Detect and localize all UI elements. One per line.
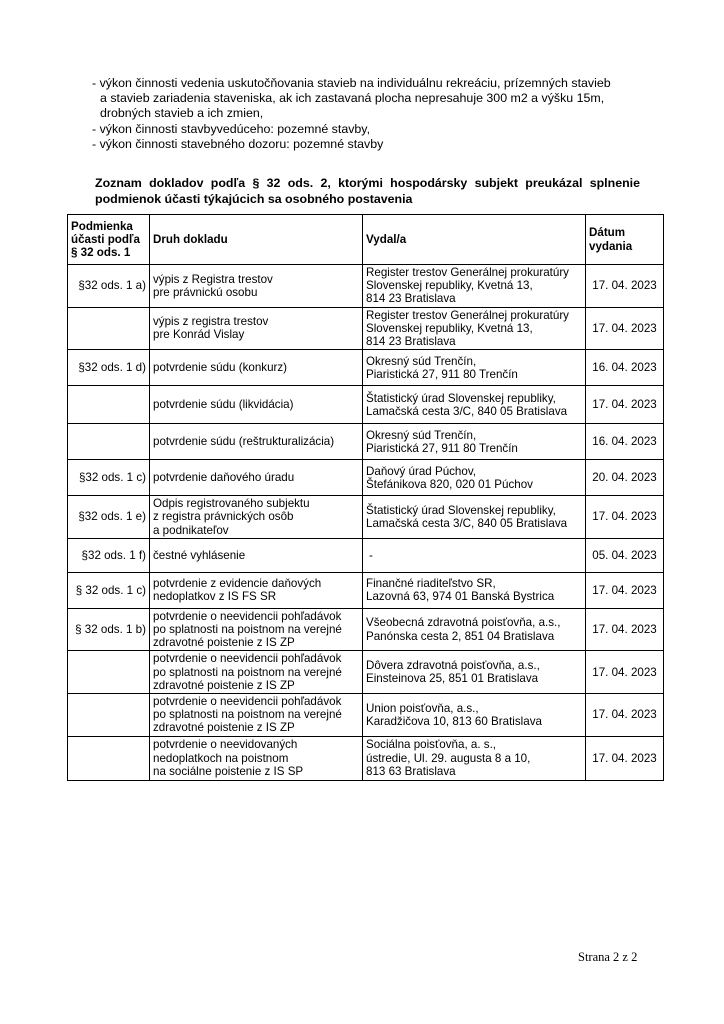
- cell-issuer-line: Piaristická 27, 911 80 Trenčín: [366, 441, 518, 455]
- cell-date: 17. 04. 2023: [586, 736, 664, 780]
- cell-condition: § 32 ods. 1 c): [68, 572, 150, 608]
- cell-issuer: [363, 694, 586, 737]
- cell-date: 17. 04. 2023: [586, 386, 664, 424]
- table-row: [68, 496, 664, 539]
- cell-issuer-line: Finančné riaditeľstvo SR,: [366, 577, 496, 591]
- cell-condition: §32 ods. 1 f): [68, 538, 150, 572]
- cell-document-line: po splatnosti na poistnom na verejné: [153, 623, 342, 637]
- table-row: [68, 350, 664, 386]
- cell-issuer: [363, 265, 586, 308]
- cell-document-line: na sociálne poistenie z IS SP: [153, 764, 304, 778]
- cell-issuer-line: 814 23 Bratislava: [366, 335, 456, 349]
- cell-issuer-line: Slovenskej republiky, Kvetná 13,: [366, 279, 533, 293]
- intro-line: - výkon činnosti vedenia uskutočňovania stavieb na individuálnu rekreáciu, prízemných stavieb: [92, 76, 611, 90]
- cell-issuer: [363, 307, 586, 350]
- documents-table: [67, 214, 664, 781]
- cell-document-line: pre právnickú osobu: [153, 285, 258, 299]
- table-row: [68, 386, 664, 424]
- cell-document-line: po splatnosti na poistnom na verejné: [153, 665, 342, 679]
- cell-issuer: [363, 736, 586, 780]
- table-row: [68, 307, 664, 350]
- cell-document-line: potvrdenie z evidencie daňových: [153, 577, 322, 591]
- header-issuer: Vydal/a: [363, 215, 586, 265]
- cell-issuer-line: Daňový úrad Púchov,: [366, 464, 476, 478]
- cell-issuer-line: -: [369, 548, 373, 562]
- cell-document-line: zdravotné poistenie z IS ZP: [153, 636, 295, 650]
- cell-document-line: potvrdenie súdu (reštrukturalizácia): [153, 435, 335, 449]
- cell-condition: §32 ods. 1 a): [68, 265, 150, 308]
- cell-date: 05. 04. 2023: [586, 538, 664, 572]
- cell-issuer: [363, 608, 586, 651]
- header-condition: Podmienka účasti podľa § 32 ods. 1: [68, 215, 150, 265]
- cell-document: [150, 694, 363, 737]
- cell-date: 16. 04. 2023: [586, 350, 664, 386]
- table-row: [68, 736, 664, 780]
- cell-condition: [68, 694, 150, 737]
- cell-issuer: [363, 460, 586, 496]
- cell-issuer-line: Panónska cesta 2, 851 04 Bratislava: [366, 629, 555, 643]
- cell-issuer-line: Okresný súd Trenčín,: [366, 428, 477, 442]
- table-body: [68, 265, 664, 781]
- cell-issuer: [363, 386, 586, 424]
- cell-date: 17. 04. 2023: [586, 694, 664, 737]
- cell-condition: [68, 386, 150, 424]
- cell-document-line: z registra právnických osôb: [153, 510, 294, 524]
- cell-issuer-line: Sociálna poisťovňa, a. s.,: [366, 738, 497, 752]
- cell-date: 17. 04. 2023: [586, 307, 664, 350]
- cell-document-line: potvrdenie súdu (konkurz): [153, 361, 288, 375]
- intro-line: a stavieb zariadenia staveniska, ak ich zastavaná plocha nepresahuje 300 m2 a výšku 15m,: [100, 91, 605, 106]
- cell-issuer-line: Štefánikova 820, 020 01 Púchov: [366, 477, 533, 491]
- cell-document: [150, 424, 363, 460]
- intro-line: - výkon činnosti stavebného dozoru: pozemné stavby: [92, 136, 384, 151]
- cell-issuer: [363, 350, 586, 386]
- cell-issuer-line: Karadžičova 10, 813 60 Bratislava: [366, 714, 542, 728]
- cell-date: 17. 04. 2023: [586, 608, 664, 651]
- cell-document: [150, 608, 363, 651]
- cell-document: [150, 265, 363, 308]
- intro-line: drobných stavieb a ich zmien,: [100, 106, 264, 121]
- cell-condition: [68, 736, 150, 780]
- cell-date: 20. 04. 2023: [586, 460, 664, 496]
- cell-document-line: pre Konrád Vislay: [153, 328, 245, 342]
- cell-document-line: Odpis registrovaného subjektu: [153, 497, 310, 511]
- header-date: Dátum vydania: [586, 215, 664, 265]
- cell-document-line: nedoplatkoch na poistnom: [153, 751, 289, 765]
- cell-issuer-line: Lazovná 63, 974 01 Banská Bystrica: [366, 590, 555, 604]
- cell-issuer: [363, 424, 586, 460]
- cell-issuer-line: Slovenskej republiky, Kvetná 13,: [366, 321, 533, 335]
- cell-date: 17. 04. 2023: [586, 651, 664, 694]
- heading-line: podmienok účasti týkajúcich sa osobného postavenia: [95, 191, 413, 206]
- cell-issuer-line: Štatistický úrad Slovenskej republiky,: [366, 391, 556, 405]
- cell-date: 17. 04. 2023: [586, 265, 664, 308]
- cell-document-line: zdravotné poistenie z IS ZP: [153, 678, 295, 692]
- cell-issuer-line: Okresný súd Trenčín,: [366, 354, 477, 368]
- cell-condition: [68, 651, 150, 694]
- cell-issuer: [363, 572, 586, 608]
- cell-document-line: zdravotné poistenie z IS ZP: [153, 721, 295, 735]
- cell-issuer: [363, 538, 586, 572]
- cell-document: [150, 307, 363, 350]
- cell-issuer-line: Lamačská cesta 3/C, 840 05 Bratislava: [366, 404, 568, 418]
- cell-document: [150, 538, 363, 572]
- cell-document-line: a podnikateľov: [153, 523, 229, 537]
- cell-issuer-line: Piaristická 27, 911 80 Trenčín: [366, 367, 518, 381]
- cell-issuer-line: ústredie, Ul. 29. augusta 8 a 10,: [366, 751, 531, 765]
- cell-issuer-line: Register trestov Generálnej prokuratúry: [366, 266, 569, 279]
- cell-document-line: výpis z registra trestov: [153, 315, 269, 329]
- cell-condition: §32 ods. 1 e): [68, 496, 150, 539]
- page-number: Strana 2 z 2: [578, 950, 638, 964]
- cell-issuer-line: Register trestov Generálnej prokuratúry: [366, 308, 569, 322]
- table-row: [68, 538, 664, 572]
- cell-condition: §32 ods. 1 d): [68, 350, 150, 386]
- cell-issuer: [363, 496, 586, 539]
- cell-issuer-line: Štatistický úrad Slovenskej republiky,: [366, 503, 556, 517]
- cell-document-line: nedoplatkov z IS FS SR: [153, 590, 277, 604]
- cell-document-line: po splatnosti na poistnom na verejné: [153, 708, 342, 722]
- table-row: [68, 694, 664, 737]
- section-heading: [95, 176, 640, 207]
- intro-list: [92, 76, 652, 152]
- cell-issuer: [363, 651, 586, 694]
- cell-issuer-line: Dôvera zdravotná poisťovňa, a.s.,: [366, 659, 540, 673]
- cell-issuer-line: Všeobecná zdravotná poisťovňa, a.s.,: [366, 616, 561, 630]
- cell-condition: §32 ods. 1 c): [68, 460, 150, 496]
- cell-document: [150, 350, 363, 386]
- table-row: [68, 460, 664, 496]
- cell-document: [150, 386, 363, 424]
- cell-document-line: potvrdenie daňového úradu: [153, 471, 295, 485]
- table-row: [68, 608, 664, 651]
- cell-condition: § 32 ods. 1 b): [68, 608, 150, 651]
- cell-document: [150, 572, 363, 608]
- header-document: Druh dokladu: [150, 215, 363, 265]
- cell-document: [150, 736, 363, 780]
- cell-document-line: potvrdenie o neevidovaných: [153, 738, 298, 752]
- table-row: [68, 572, 664, 608]
- cell-document-line: potvrdenie o neevidencii pohľadávok: [153, 609, 342, 623]
- cell-issuer-line: Einsteinova 25, 851 01 Bratislava: [366, 672, 539, 686]
- table-row: [68, 651, 664, 694]
- cell-issuer-line: Lamačská cesta 3/C, 840 05 Bratislava: [366, 517, 568, 531]
- cell-document: [150, 651, 363, 694]
- cell-issuer-line: Union poisťovňa, a.s.,: [366, 701, 479, 715]
- cell-date: 16. 04. 2023: [586, 424, 664, 460]
- intro-line: - výkon činnosti stavbyvedúceho: pozemné stavby,: [92, 121, 371, 136]
- cell-document: [150, 460, 363, 496]
- cell-document-line: potvrdenie o neevidencii pohľadávok: [153, 652, 342, 666]
- cell-date: 17. 04. 2023: [586, 496, 664, 539]
- table-header-row: [68, 215, 664, 265]
- cell-document: [150, 496, 363, 539]
- cell-document-line: výpis z Registra trestov: [153, 272, 273, 286]
- cell-date: 17. 04. 2023: [586, 572, 664, 608]
- cell-document-line: potvrdenie o neevidencii pohľadávok: [153, 695, 342, 709]
- table-row: [68, 424, 664, 460]
- cell-issuer-line: 813 63 Bratislava: [366, 764, 456, 778]
- heading-line: Zoznam dokladov podľa § 32 ods. 2, ktorými hospodársky subjekt preukázal splnenie: [95, 176, 640, 190]
- table-row: [68, 265, 664, 308]
- cell-condition: [68, 307, 150, 350]
- cell-condition: [68, 424, 150, 460]
- cell-document-line: čestné vyhlásenie: [153, 548, 246, 562]
- cell-issuer-line: 814 23 Bratislava: [366, 292, 456, 306]
- cell-document-line: potvrdenie súdu (likvidácia): [153, 398, 294, 412]
